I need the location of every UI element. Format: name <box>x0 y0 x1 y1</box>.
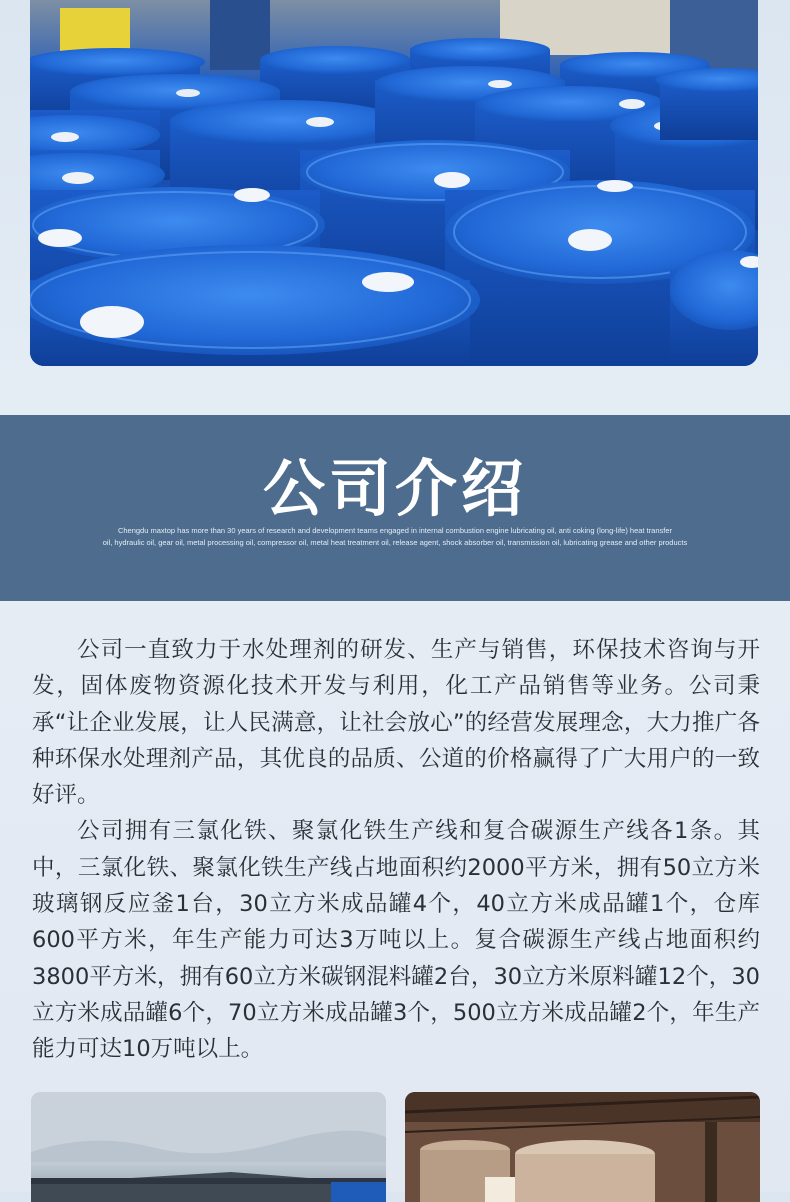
section-title: 公司介绍 <box>262 452 527 525</box>
paragraph-1: 公司一直致力于水处理剂的研发、生产与销售，环保技术咨询与开发，固体废物资源化技术开发与利用，化工产品销售等业务。公司秉承“让企业发展，让人民满意，让社会放心”的经营发展理念，大力推广各种环保水处理剂产品，其优良的品质、公道的价格赢得了广大用户的一致好评。 <box>32 637 760 809</box>
subtitle-line-2: oil, hydraulic oil, gear oil, metal processing oil, compressor oil, metal heat treatment oil, release agent, shock absorber oil, transmission oil, lubricating grease and other products <box>102 538 688 547</box>
subtitle-line-1: Chengdu maxtop has more than 30 years of research and development teams engaged in internal combustion engine lubricating oil, anti coking (long-life) heat transfer <box>117 526 673 535</box>
paragraph-2: 公司拥有三氯化铁、聚氯化铁生产线和复合碳源生产线各1条。其中，三氯化铁、聚氯化铁生产线占地面积约2000平方米，拥有50立方米玻璃钢反应釜1台，30立方米成品罐4个，40立方米成品罐1个，仓库600平方米，年生产能力可达3万吨以上。复合碳源生产线占地面积约3800平方米，拥有60立方米碳钢混料罐2台，30立方米原料罐12个，30立方米成品罐6个，70立方米成品罐3个，500立方米成品罐2个，年生产能力可达10万吨以上。 <box>32 818 760 1063</box>
section-subtitle <box>40 525 750 549</box>
company-intro-banner <box>0 415 790 601</box>
factory-exterior-photo <box>31 1092 386 1202</box>
company-description <box>32 632 760 1068</box>
barrels-photo <box>30 0 758 366</box>
factory-tanks-photo <box>405 1092 760 1202</box>
